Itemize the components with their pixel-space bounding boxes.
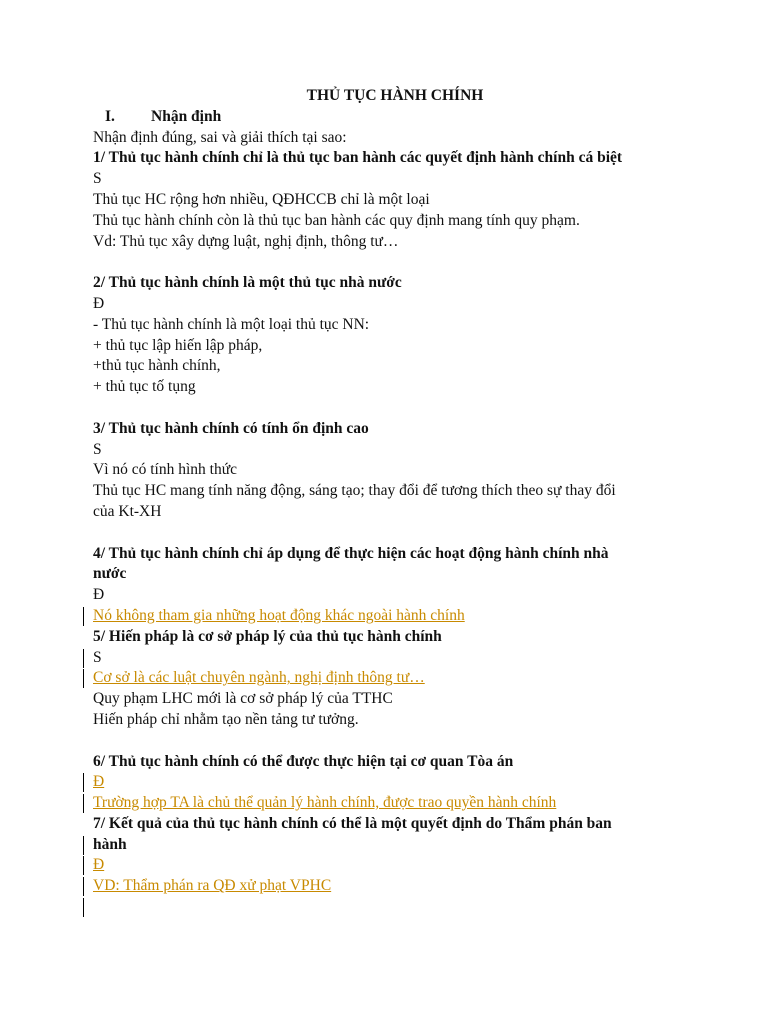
change-bar <box>83 773 84 792</box>
explanation-3-line-3: của Kt-XH <box>93 502 162 520</box>
tracked-text-7: VD: Thẩm phán ra QĐ xử phạt VPHC <box>93 877 332 895</box>
section-heading <box>93 107 683 128</box>
intro-text: Nhận định đúng, sai và giải thích tại sao: <box>93 128 347 146</box>
answer-2: Đ <box>93 294 105 312</box>
change-bar <box>83 794 84 813</box>
section-label: Nhận định <box>151 107 222 125</box>
tracked-change-7 <box>93 876 683 897</box>
explanation-2-line-2: + thủ tục lập hiến lập pháp, <box>93 336 263 354</box>
answer-7-text: Đ <box>93 856 105 874</box>
question-7-line-2-text: hành <box>93 835 127 853</box>
question-5: 5/ Hiến pháp là cơ sở pháp lý của thủ tục hành chính <box>93 627 442 645</box>
change-bar <box>83 669 84 688</box>
tracked-text-5: Cơ sở là các luật chuyên ngành, nghị định thông tư… <box>93 669 425 687</box>
answer-3: S <box>93 440 102 458</box>
tracked-change-6 <box>93 793 683 814</box>
answer-1: S <box>93 170 102 188</box>
change-bar <box>83 877 84 896</box>
change-bar <box>83 836 84 855</box>
explanation-3-line-1: Vì nó có tính hình thức <box>93 461 238 479</box>
explanation-1-line-1: Thủ tục HC rộng hơn nhiều, QĐHCCB chỉ là một loại <box>93 190 430 208</box>
explanation-2-line-4: + thủ tục tố tụng <box>93 378 196 396</box>
change-bar <box>83 607 84 626</box>
answer-5 <box>93 648 683 669</box>
answer-7 <box>93 855 683 876</box>
change-bar <box>83 649 84 668</box>
explanation-5-line-2: Hiến pháp chỉ nhằm tạo nền tảng tư tưởng. <box>93 710 359 728</box>
answer-6-text: Đ <box>93 773 105 791</box>
question-1: 1/ Thủ tục hành chính chỉ là thủ tục ban hành các quyết định hành chính cá biệt <box>93 149 623 167</box>
document-title: THỦ TỤC HÀNH CHÍNH <box>306 87 484 104</box>
answer-4: Đ <box>93 586 105 604</box>
document-body <box>93 86 683 918</box>
tracked-text-6: Trường hợp TA là chủ thể quản lý hành chính, được trao quyền hành chính <box>93 794 557 812</box>
explanation-1-line-2: Thủ tục hành chính còn là thủ tục ban hành các quy định mang tính quy phạm. <box>93 211 580 229</box>
answer-5-text: S <box>93 648 102 666</box>
section-number: I. <box>105 107 115 125</box>
question-2: 2/ Thủ tục hành chính là một thủ tục nhà nước <box>93 274 402 292</box>
answer-6 <box>93 772 683 793</box>
explanation-1-line-3: Vd: Thủ tục xây dựng luật, nghị định, thông tư… <box>93 232 399 250</box>
explanation-3-line-2: Thủ tục HC mang tính năng động, sáng tạo; thay đổi để tương thích theo sự thay đổi <box>93 482 616 500</box>
empty-line <box>93 897 683 918</box>
tracked-change-4 <box>93 606 683 627</box>
explanation-2-line-3: +thủ tục hành chính, <box>93 357 221 375</box>
question-7-line-2 <box>93 835 683 856</box>
question-6: 6/ Thủ tục hành chính có thể được thực hiện tại cơ quan Tòa án <box>93 752 514 770</box>
explanation-2-line-1: - Thủ tục hành chính là một loại thủ tục NN: <box>93 315 370 333</box>
question-7-line-1: 7/ Kết quả của thủ tục hành chính có thể là một quyết định do Thẩm phán ban <box>93 814 612 832</box>
change-bar <box>83 898 84 917</box>
change-bar <box>83 856 84 875</box>
question-4-line-1: 4/ Thủ tục hành chính chỉ áp dụng để thực hiện các hoạt động hành chính nhà <box>93 544 609 562</box>
question-4-line-2: nước <box>93 565 127 583</box>
tracked-text-4: Nó không tham gia những hoạt động khác ngoài hành chính <box>93 606 465 624</box>
tracked-change-5 <box>93 668 683 689</box>
question-3: 3/ Thủ tục hành chính có tính ổn định cao <box>93 419 369 437</box>
explanation-5-line-1: Quy phạm LHC mới là cơ sở pháp lý của TTHC <box>93 690 393 708</box>
